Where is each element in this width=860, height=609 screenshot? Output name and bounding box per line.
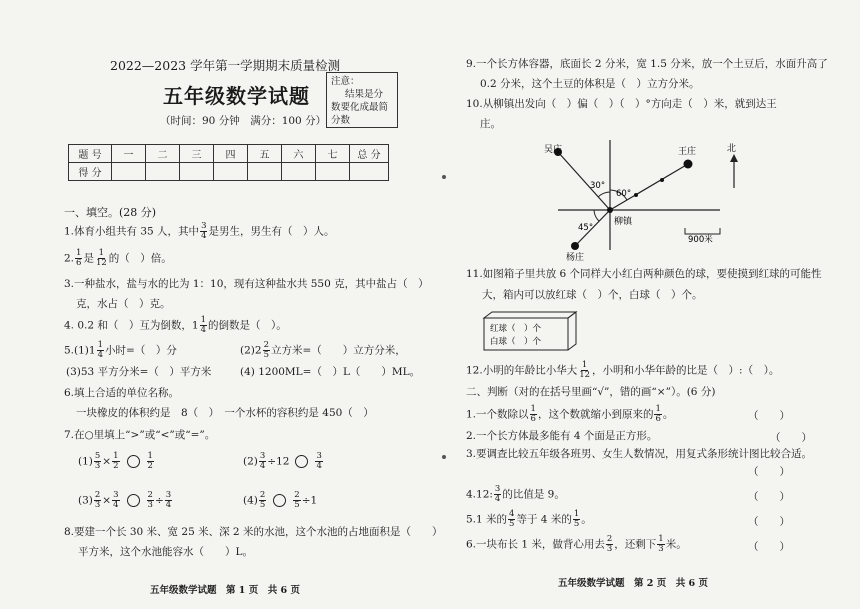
question-4: 4. 0.2 和（ ）互为倒数，1 $\frac{1}{4}$ 的倒数是（ ）。 — [64, 315, 287, 335]
fraction: $\frac{4}{5}$ — [509, 509, 515, 529]
question-6: 6.填上合适的单位名称。 — [64, 387, 180, 399]
question-9-cont: 0.2 分米，这个土豆的体积是（ ）立方分米。 — [480, 78, 700, 90]
section-2-heading: 二、判断（对的在括号里画“√”，错的画“×”）。(6 分) — [466, 386, 716, 398]
page-footer: 五年级数学试题 第 1 页 共 6 页 — [150, 585, 300, 596]
question-1 — [64, 222, 334, 241]
score-cell[interactable] — [248, 163, 282, 181]
question-12: 12.小明的年龄比小华大 $\frac{1}{12}$ ，小明和小华年龄的比是（ ）:（ ）。 — [466, 360, 780, 380]
fraction: $\frac{2}{3}$ — [606, 534, 613, 554]
section-1-heading: 一、填空。(28 分) — [64, 206, 157, 219]
compare-circle[interactable] — [295, 455, 308, 468]
score-cell[interactable] — [282, 163, 316, 181]
compare-circle[interactable] — [127, 455, 140, 468]
score-cell[interactable] — [146, 163, 180, 181]
angle-arc-45 — [594, 210, 599, 221]
question-5-4: (4) 1200ML=（ ）L（ ）ML。 — [240, 366, 421, 378]
question-11-cont: 大，箱内可以放红球（ ）个，白球（ ）个。 — [482, 289, 703, 301]
question-7-4: (4) $\frac{2}{5}$ $\frac{2}{5}$ ÷1 — [243, 490, 318, 510]
fraction: $\frac{3}{4}$ — [165, 490, 172, 510]
box-side — [568, 312, 576, 350]
angle-label: 45° — [578, 223, 594, 233]
fraction: $\frac{3}{4}$ — [316, 451, 322, 471]
scale-label: 900米 — [688, 235, 713, 245]
fraction: $\frac{3}{4}$ — [259, 451, 266, 471]
judge-1: 1.一个数除以 $\frac{1}{6}$ ，这个数就缩小到原来的 $\frac{1}{6}$ 。 — [466, 404, 674, 424]
compare-circle[interactable] — [273, 494, 286, 507]
direction-map — [530, 138, 750, 263]
judge-3: 3.要调查比较五年级各班男、女生人数情况，用复式条形统计图比较合适。 — [466, 448, 813, 460]
score-header-cell: 题 号 — [69, 145, 112, 163]
ball-box-figure — [482, 310, 578, 352]
score-cell[interactable] — [316, 163, 350, 181]
question-3: 3.一种盐水，盐与水的比为 1：10，现有这种盐水共 550 克，其中盐占（ ） — [64, 278, 429, 290]
judge-6: 6.一块布长 1 米，做背心用去 $\frac{2}{3}$ ，还剩下 $\frac{1}{3}$ 米。 — [466, 534, 687, 554]
fraction: $\frac{3}{4}$ — [113, 490, 119, 510]
question-7: 7.在○里填上“>”或“<”或“=”。 — [64, 429, 216, 441]
fraction: $\frac{1}{4}$ — [97, 340, 104, 360]
exam-time-info: （时间：90 分钟 满分：100 分） — [160, 115, 327, 127]
map-label-wang: 王庄 — [678, 147, 697, 157]
angle-label: 30° — [590, 181, 606, 191]
fraction: $\frac{1}{6}$ — [655, 404, 661, 424]
route-to-wang — [610, 164, 688, 210]
question-9: 9.一个长方体容器，底面长 2 分米，宽 1.5 分米，放一个土豆后，水面升高了 — [466, 58, 828, 70]
answer-paren[interactable]: （ ） — [748, 410, 790, 422]
answer-paren[interactable]: （ ） — [748, 516, 790, 528]
question-2: 2. $\frac{1}{6}$ 是 $\frac{1}{12}$ 的（ ）倍。 — [64, 248, 172, 268]
score-cell[interactable] — [214, 163, 248, 181]
judge-4: 4.12: $\frac{3}{4}$ 的比值是 9。 — [466, 484, 565, 504]
question-7-2: (2) $\frac{3}{4}$ ÷12 $\frac{3}{4}$ — [243, 451, 322, 471]
notice-line: 结果是分 — [345, 89, 384, 100]
fraction: $\frac{1}{6}$ — [76, 248, 82, 268]
question-5-3: (3)53 平方分米=（ ）平方米 — [66, 366, 212, 378]
score-header-cell: 三 — [180, 145, 214, 163]
fraction: $\frac{2}{5}$ — [294, 490, 300, 510]
question-5-1: 5.(1)1 $\frac{1}{4}$ 小时=（ ）分 — [64, 340, 177, 360]
notice-box — [326, 72, 398, 128]
exam-title: 五年级数学试题 — [163, 84, 310, 108]
score-table-header-row — [69, 145, 389, 163]
notice-title: 注意： — [331, 76, 360, 87]
score-header-cell: 七 — [316, 145, 350, 163]
fraction: $\frac{3}{4}$ — [494, 484, 501, 504]
yang-point — [571, 242, 579, 250]
q1-text: 是男生，男生有（ ）人。 — [208, 225, 335, 238]
question-7-1: (1) $\frac{5}{3}$ × $\frac{1}{2}$ $\frac{1}{2}$ — [78, 451, 153, 471]
scale-bar — [685, 228, 720, 234]
score-header-cell: 总 分 — [350, 145, 389, 163]
map-label-wu: 吴庄 — [544, 145, 563, 155]
page-footer: 五年级数学试题 第 2 页 共 6 页 — [558, 578, 708, 589]
question-10: 10.从柳镇出发向（ ）偏（ ）（ ）°方向走（ ）米，就到达王 — [466, 98, 777, 110]
box-top — [484, 312, 576, 318]
page-right — [440, 0, 860, 609]
question-3-cont: 克，水占（ ）克。 — [76, 298, 171, 310]
score-cell[interactable] — [112, 163, 146, 181]
map-label-yang: 杨庄 — [566, 253, 585, 263]
map-label-north: 北 — [727, 144, 737, 154]
fraction: $\frac{1}{4}$ — [200, 315, 206, 335]
fraction: $\frac{2}{5}$ — [263, 340, 269, 360]
score-header-cell: 一 — [112, 145, 146, 163]
q1-text: 1.体育小组共有 35 人，其中 — [64, 225, 200, 238]
answer-paren[interactable]: （ ） — [748, 541, 790, 553]
question-8: 8.要建一个长 30 米、宽 25 米、深 2 米的水池，这个水池的占地面积是（ ） — [64, 526, 443, 538]
north-arrow-head — [730, 154, 738, 162]
answer-paren[interactable]: （ ） — [748, 466, 790, 478]
wang-point — [684, 160, 693, 169]
fraction: $\frac{5}{3}$ — [94, 451, 101, 471]
question-5-2: (2)2 $\frac{2}{5}$ 立方米=（ ）立方分米， — [240, 340, 406, 360]
question-8-cont: 平方米，这个水池能容水（ ）L。 — [78, 546, 253, 558]
answer-paren[interactable]: （ ） — [770, 432, 812, 444]
fraction: $\frac{1}{12}$ — [95, 248, 107, 268]
fraction: $\frac{2}{5}$ — [259, 490, 266, 510]
score-header-cell: 六 — [282, 145, 316, 163]
fraction: $\frac{3}{4}$ — [201, 221, 207, 241]
fraction: $\frac{1}{5}$ — [573, 509, 580, 529]
fraction: $\frac{1}{3}$ — [658, 534, 664, 554]
angle-arc-30 — [598, 192, 610, 197]
tick-mark — [660, 178, 664, 182]
question-6-items: 一块橡皮的体积约是 8（ ） 一个水杯的容积约是 450（ ） — [76, 407, 374, 419]
map-label-liu: 柳镇 — [614, 217, 633, 227]
fraction: $\frac{2}{3}$ — [147, 490, 153, 510]
fraction: $\frac{1}{2}$ — [147, 451, 153, 471]
compare-circle[interactable] — [127, 494, 140, 507]
fraction: $\frac{1}{12}$ — [579, 360, 591, 380]
score-header-cell: 四 — [214, 145, 248, 163]
fraction: $\frac{1}{6}$ — [530, 404, 536, 424]
score-header-cell: 二 — [146, 145, 180, 163]
question-11: 11.如图箱子里共放 6 个同样大小红白两种颜色的球，要使摸到红球的可能性 — [466, 268, 822, 280]
fraction: $\frac{2}{3}$ — [94, 490, 101, 510]
tick-mark — [634, 193, 638, 197]
score-cell[interactable] — [350, 163, 389, 181]
score-row-label: 得 分 — [69, 163, 112, 181]
answer-paren[interactable]: （ ） — [748, 491, 790, 503]
judge-5: 5.1 米的 $\frac{4}{5}$ 等于 4 米的 $\frac{1}{5}$ 。 — [466, 509, 592, 529]
score-table-score-row — [69, 163, 389, 181]
judge-2: 2.一个长方体最多能有 4 个面是正方形。 — [466, 430, 658, 442]
box-white-label: 白球（ ）个 — [490, 337, 542, 347]
score-cell[interactable] — [180, 163, 214, 181]
score-header-cell: 五 — [248, 145, 282, 163]
score-table — [68, 144, 389, 181]
notice-line: 分数 — [331, 115, 351, 126]
notice-line: 数要化成最简 — [331, 102, 389, 113]
box-red-label: 红球（ ）个 — [490, 324, 542, 334]
question-7-3: (3) $\frac{2}{3}$ × $\frac{3}{4}$ $\frac{2}{3}$ ÷ $\frac{3}{4}$ — [78, 490, 172, 510]
angle-label: 60° — [616, 189, 632, 199]
question-10-cont: 庄。 — [480, 118, 501, 130]
exam-year-line: 2022—2023 学年第一学期期末质量检测 — [110, 58, 341, 73]
liu-point — [607, 207, 613, 213]
fraction: $\frac{1}{2}$ — [113, 451, 119, 471]
